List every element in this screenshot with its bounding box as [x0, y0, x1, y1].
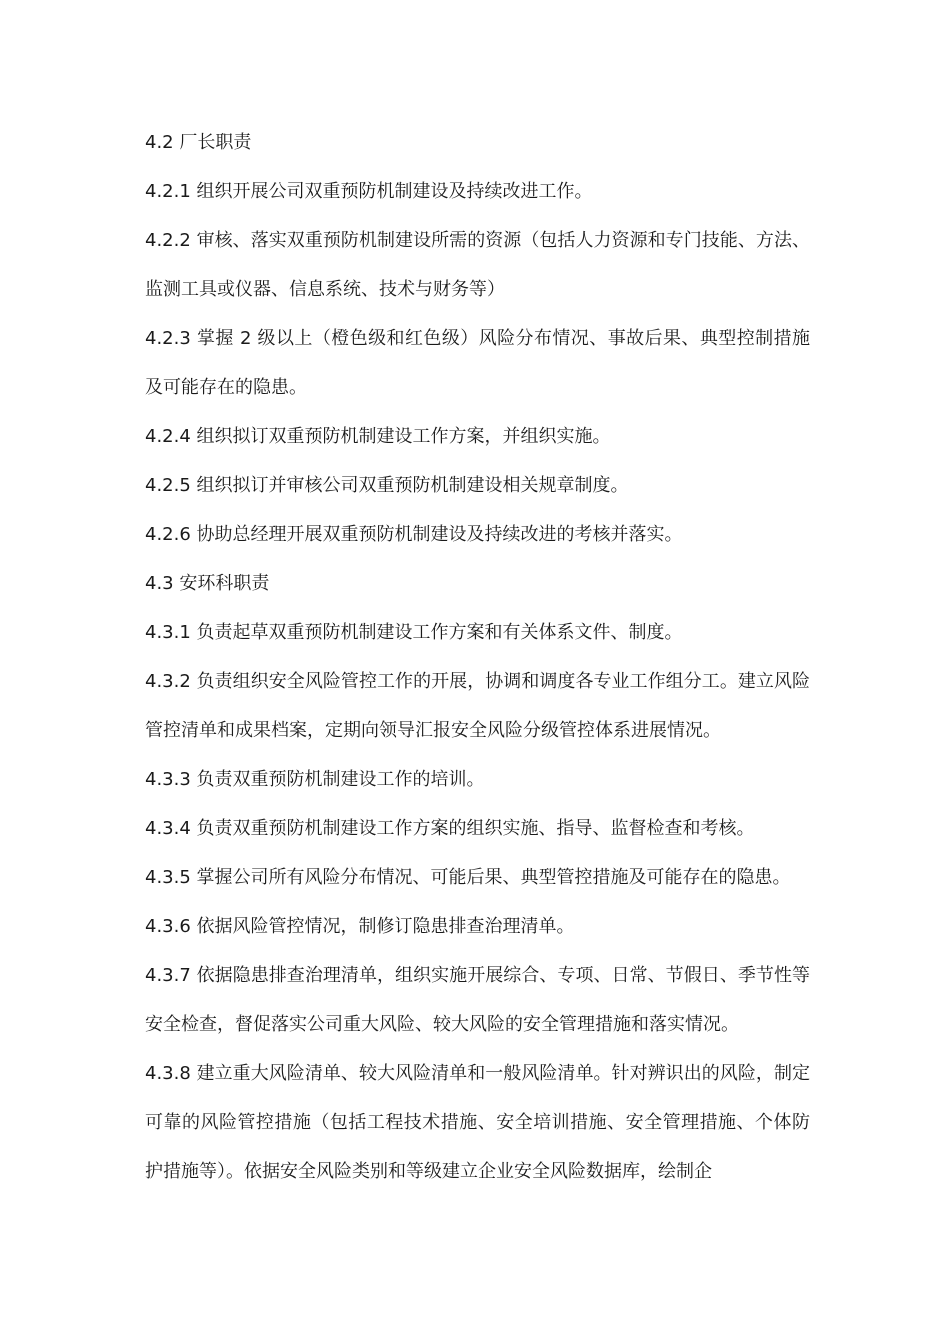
clause-4-2-3: 4.2.3 掌握 2 级以上（橙色级和红色级）风险分布情况、事故后果、典型控制措施及可能存在的隐患。 [145, 328, 810, 398]
section-heading-4-2: 4.2 厂长职责 [145, 132, 252, 153]
clause-4-3-6: 4.3.6 依据风险管控情况，制修订隐患排查治理清单。 [145, 916, 575, 937]
clause-4-3-8: 4.3.8 建立重大风险清单、较大风险清单和一般风险清单。针对辨识出的风险，制定可靠的风险管控措施（包括工程技术措施、安全培训措施、安全管理措施、个体防护措施等）。依据安全风险类别和等级建立企业安全风险数据库，绘制企 [145, 1063, 810, 1182]
clause-4-3-1: 4.3.1 负责起草双重预防机制建设工作方案和有关体系文件、制度。 [145, 622, 683, 643]
clause-4-3-7: 4.3.7 依据隐患排查治理清单，组织实施开展综合、专项、日常、节假日、季节性等安全检查，督促落实公司重大风险、较大风险的安全管理措施和落实情况。 [145, 965, 810, 1035]
clause-4-3-4: 4.3.4 负责双重预防机制建设工作方案的组织实施、指导、监督检查和考核。 [145, 818, 755, 839]
clause-4-3-3: 4.3.3 负责双重预防机制建设工作的培训。 [145, 769, 485, 790]
clause-4-2-1: 4.2.1 组织开展公司双重预防机制建设及持续改进工作。 [145, 181, 593, 202]
clause-4-2-6: 4.2.6 协助总经理开展双重预防机制建设及持续改进的考核并落实。 [145, 524, 683, 545]
clause-4-3-5: 4.3.5 掌握公司所有风险分布情况、可能后果、典型管控措施及可能存在的隐患。 [145, 867, 791, 888]
clause-4-2-5: 4.2.5 组织拟订并审核公司双重预防机制建设相关规章制度。 [145, 475, 629, 496]
document-body [145, 118, 810, 1196]
clause-4-3-2: 4.3.2 负责组织安全风险管控工作的开展，协调和调度各专业工作组分工。建立风险管控清单和成果档案，定期向领导汇报安全风险分级管控体系进展情况。 [145, 671, 810, 741]
clause-4-2-4: 4.2.4 组织拟订双重预防机制建设工作方案，并组织实施。 [145, 426, 611, 447]
clause-4-2-2: 4.2.2 审核、落实双重预防机制建设所需的资源（包括人力资源和专门技能、方法、监测工具或仪器、信息系统、技术与财务等） [145, 230, 810, 300]
section-heading-4-3: 4.3 安环科职责 [145, 573, 270, 594]
